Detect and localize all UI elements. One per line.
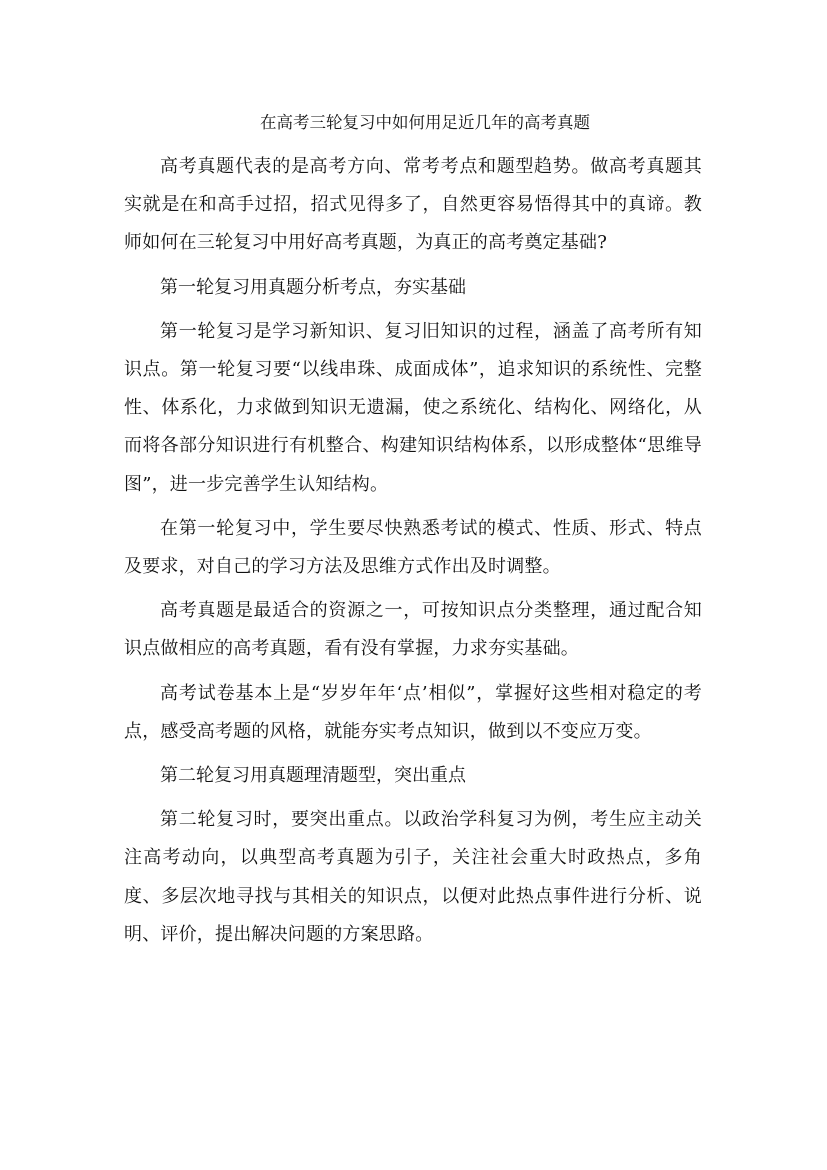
body-paragraph: 在第一轮复习中，学生要尽快熟悉考试的模式、性质、形式、特点及要求，对自己的学习方法及思维方式作出及时调整。 xyxy=(124,517,702,578)
body-paragraph: 第一轮复习是学习新知识、复习旧知识的过程，涵盖了高考所有知识点。第一轮复习要“以线串珠、成面成体”，追求知识的系统性、完整性、体系化，力求做到知识无遗漏，使之系统化、结构化、网络化，从而将各部分知识进行有机整合、构建知识结构体系，以形成整体“思维导图”，进一步完善学生认知结构。 xyxy=(124,320,702,495)
body-paragraph: 高考真题是最适合的资源之一，可按知识点分类整理，通过配合知识点做相应的高考真题，看有没有掌握，力求夯实基础。 xyxy=(124,600,702,660)
intro-paragraph: 高考真题代表的是高考方向、常考考点和题型趋势。做高考真题其实就是在和高手过招，招式见得多了，自然更容易悟得其中的真谛。教师如何在三轮复习中用好高考真题，为真正的高考奠定基础? xyxy=(124,156,702,254)
section-heading: 第一轮复习用真题分析考点，夯实基础 xyxy=(160,276,466,298)
section-heading: 第二轮复习用真题理清题型，突出重点 xyxy=(160,765,466,787)
body-paragraph: 高考试卷基本上是“岁岁年年‘点’相似”，掌握好这些相对稳定的考点，感受高考题的风格，就能夯实考点知识，做到以不变应万变。 xyxy=(124,682,702,742)
document-body xyxy=(124,108,702,954)
document-title: 在高考三轮复习中如何用足近几年的高考真题 xyxy=(260,113,590,132)
body-paragraph: 第二轮复习时，要突出重点。以政治学科复习为例，考生应主动关注高考动向，以典型高考真题为引子，关注社会重大时政热点，多角度、多层次地寻找与其相关的知识点，以便对此热点事件进行分析、说明、评价，提出解决问题的方案思路。 xyxy=(124,809,702,945)
